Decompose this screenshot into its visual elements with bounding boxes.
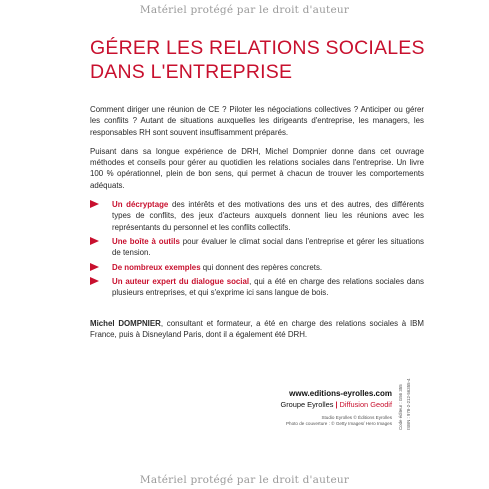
bullet-highlight: Une boîte à outils <box>112 236 180 246</box>
publisher-website: www.editions-eyrolles.com <box>289 389 392 398</box>
title-line-1: GÉRER LES RELATIONS SOCIALES <box>90 37 425 59</box>
arrow-bullet-icon <box>90 277 99 285</box>
isbn-number: ISBN : 978-2-212-56355-4 <box>406 378 411 430</box>
bullet-text: qui donnent des repères concrets. <box>200 262 323 272</box>
bullet-highlight: De nombreux exemples <box>112 262 201 272</box>
bullet-text: des intérêts et des motivations des uns et des autres, des différents types de conflits, des jeux d'acteurs auxquels donnent lieu les réunions avec les représentants du personnel et les conflits collectifs. <box>112 200 425 232</box>
credit-photo: Photo de couverture : © Getty Images/ Hero Images <box>285 421 392 426</box>
publisher-footer <box>252 389 392 427</box>
author-name: Michel DOMPNIER <box>90 319 161 328</box>
arrow-bullet-icon <box>90 200 99 208</box>
author-text: , consultant et formateur, a été en charge des relations sociales à IBM France, puis à Disneyland Paris, dont il a également été DRH. <box>90 319 424 340</box>
list-item <box>90 236 424 259</box>
groupe-label: Groupe Eyrolles <box>280 400 334 409</box>
list-item <box>90 276 424 299</box>
bullet-text: , qui a été en charge des relations sociales dans plusieurs entreprises, et qui s'exprime ici sans langue de bois. <box>112 276 424 298</box>
feature-list <box>90 199 424 298</box>
back-cover-text <box>90 104 424 301</box>
arrow-bullet-icon <box>90 263 99 271</box>
title-line-2: DANS L'ENTREPRISE <box>90 61 293 83</box>
bullet-highlight: Un auteur expert du dialogue social <box>112 276 250 286</box>
credits <box>252 415 392 427</box>
list-item <box>90 199 424 233</box>
intro-paragraph-2: Puisant dans sa longue expérience de DRH, Michel Dompnier donne dans cet ouvrage méthodes et conseils pour gérer au quotidien les relations sociales dans l'entreprise. Un livre 100 % opérationnel, plein de bon sens, qui permet à chacun de trouver les comportements adéquats. <box>90 146 424 190</box>
author-bio <box>90 318 424 341</box>
list-item <box>90 262 424 273</box>
arrow-bullet-icon <box>90 237 99 245</box>
watermark-bottom: Matériel protégé par le droit d'auteur <box>139 474 350 486</box>
isbn-block <box>396 378 426 430</box>
credit-studio: Studio Eyrolles © Éditions Eyrolles <box>321 415 392 420</box>
editor-code: Code éditeur : G56 355 <box>398 384 403 430</box>
watermark-top: Matériel protégé par le droit d'auteur <box>139 4 350 16</box>
publisher-group <box>252 400 392 409</box>
bullet-highlight: Un décryptage <box>112 200 169 210</box>
separator: | <box>335 400 338 409</box>
diffusion-label: Diffusion Geodif <box>339 400 392 409</box>
book-title <box>90 36 425 84</box>
bullet-text: pour évaluer le climat social dans l'entreprise et gérer les situations de tension. <box>112 236 424 258</box>
intro-paragraph-1: Comment diriger une réunion de CE ? Piloter les négociations collectives ? Anticiper ou gérer les conflits ? Autant de situations auxquelles les dirigeants d'entreprise, les managers, les responsables RH sont souvent insuffisamment préparés. <box>90 105 424 137</box>
